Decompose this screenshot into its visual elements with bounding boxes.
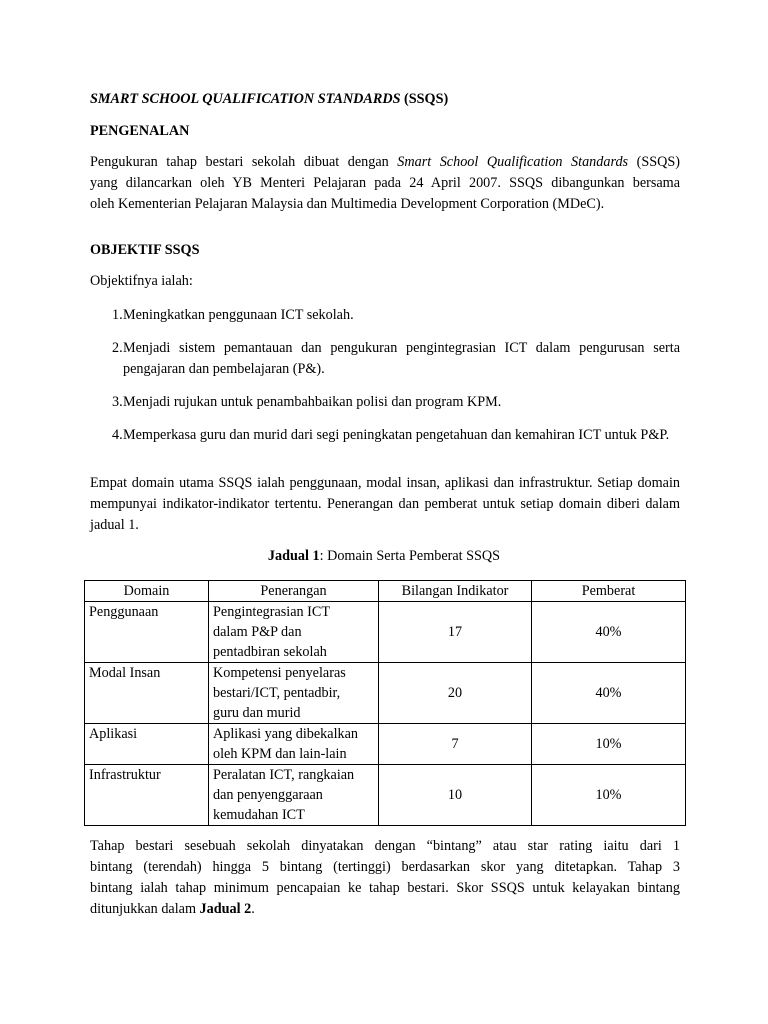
table-row <box>85 765 686 826</box>
description-cell: Aplikasi yang dibekalkan oleh KPM dan lain-lain <box>209 724 379 765</box>
description-cell: Peralatan ICT, rangkaian dan penyenggaraan kemudahan ICT <box>209 765 379 826</box>
star-line-1: Tahap bestari sesebuah sekolah dinyatakan dengan “bintang” atau star rating iaitu dari 1 <box>90 838 680 854</box>
star-line-3: bintang ialah tahap minimum pencapaian ke tahap bestari. Skor SSQS untuk kelayakan bintang <box>90 880 680 896</box>
weight-cell: 10% <box>532 765 686 826</box>
column-header: Pemberat <box>532 581 686 602</box>
weight-cell: 10% <box>532 724 686 765</box>
list-item: 1. Meningkatkan penggunaan ICT sekolah. <box>112 307 354 323</box>
intro-line-2: yang dilancarkan oleh YB Menteri Pelajaran pada 24 April 2007. SSQS dibangunkan bersama <box>90 175 680 191</box>
table-row <box>85 663 686 724</box>
intro-heading: PENGENALAN <box>90 123 190 139</box>
domain-cell: Aplikasi <box>85 724 209 765</box>
table-caption: Jadual 1: Domain Serta Pemberat SSQS <box>267 548 501 564</box>
table-header-row <box>85 581 686 602</box>
domain-cell: Infrastruktur <box>85 765 209 826</box>
table-row <box>85 724 686 765</box>
list-item: 3. Menjadi rujukan untuk penambahbaikan polisi dan program KPM. <box>112 394 502 410</box>
document-title: SMART SCHOOL QUALIFICATION STANDARDS (SSQS) <box>90 91 449 107</box>
table-row <box>85 602 686 663</box>
domain-weight-table <box>84 580 686 826</box>
weight-cell: 40% <box>532 663 686 724</box>
objective-list <box>90 305 680 446</box>
star-rating-paragraph <box>90 836 680 920</box>
intro-paragraph <box>90 152 680 215</box>
description-cell: Pengintegrasian ICT dalam P&P dan pentadbiran sekolah <box>209 602 379 663</box>
column-header: Penerangan <box>209 581 379 602</box>
indicator-count-cell: 17 <box>379 602 532 663</box>
weight-cell: 40% <box>532 602 686 663</box>
objective-intro: Objektifnya ialah: <box>90 273 193 289</box>
domain-cell: Penggunaan <box>85 602 209 663</box>
objective-heading: OBJEKTIF SSQS <box>90 242 200 258</box>
domain-paragraph: Empat domain utama SSQS ialah penggunaan, modal insan, aplikasi dan infrastruktur. Setiap domain mempunyai indikator-indikator tertentu. Penerangan dan pemberat untuk setiap domain diberi dalam jadual 1. <box>90 475 680 533</box>
star-line-4: ditunjukkan dalam Jadual 2. <box>90 901 255 917</box>
description-cell: Kompetensi penyelaras bestari/ICT, pentadbir, guru dan murid <box>209 663 379 724</box>
list-item: 2. Menjadi sistem pemantauan dan pengukuran pengintegrasian ICT dalam pengurusan serta pengajaran dan pembelajaran (P&). <box>112 340 680 377</box>
star-line-2: bintang (terendah) hingga 5 bintang (tertinggi) berdasarkan skor yang ditetapkan. Tahap 3 <box>90 859 680 875</box>
column-header: Domain <box>85 581 209 602</box>
column-header: Bilangan Indikator <box>379 581 532 602</box>
indicator-count-cell: 10 <box>379 765 532 826</box>
indicator-count-cell: 7 <box>379 724 532 765</box>
intro-line-1: Pengukuran tahap bestari sekolah dibuat dengan Smart School Qualification Standards (SSQS) <box>90 154 680 170</box>
domain-cell: Modal Insan <box>85 663 209 724</box>
indicator-count-cell: 20 <box>379 663 532 724</box>
list-item: 4. Memperkasa guru dan murid dari segi peningkatan pengetahuan dan kemahiran ICT untuk P&P. <box>112 427 670 443</box>
intro-line-3: oleh Kementerian Pelajaran Malaysia dan Multimedia Development Corporation (MDeC). <box>90 196 605 212</box>
